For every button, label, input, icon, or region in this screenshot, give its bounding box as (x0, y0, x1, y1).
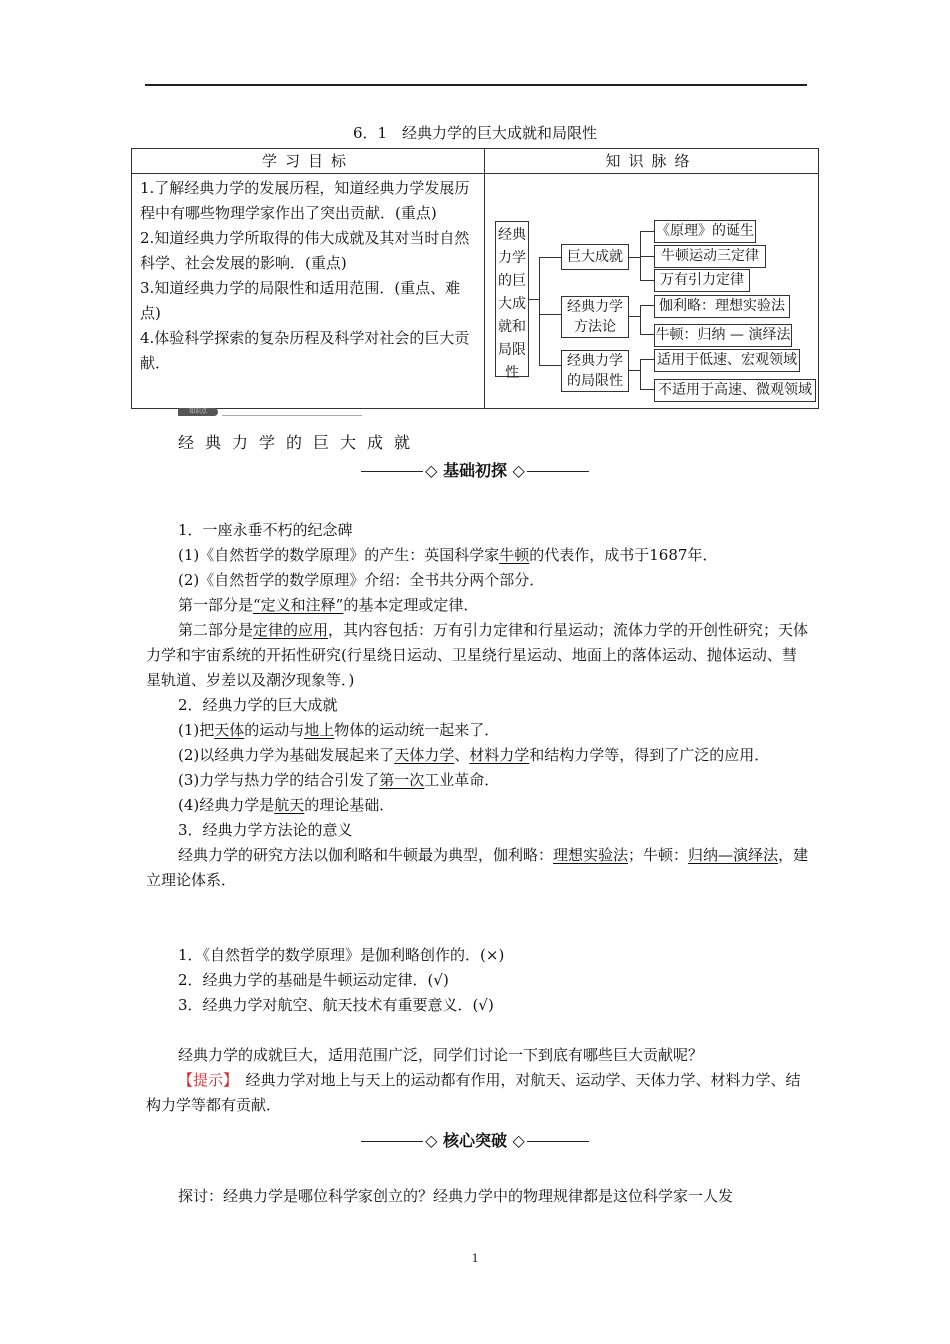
content-line: (1)把天体的运动与地上物体的运动统一起来了． (178, 721, 500, 739)
content-line: (1)《自然哲学的数学原理》的产生：英国科学家牛顿的代表作，成书于1687年． (178, 546, 718, 564)
judgement-item: 2．经典力学的基础是牛顿运动定律．(√) (178, 971, 449, 989)
map-leaf: 适用于低速、宏观领域 (654, 349, 800, 372)
hint-label: 【提示】 (178, 1071, 231, 1089)
header-rule (145, 84, 807, 86)
banner-core: ◇ 核心突破 ◇ (0, 1128, 950, 1151)
map-branch-methodology: 经典力学方法论 (561, 296, 629, 338)
judgement-list (146, 943, 810, 1018)
content-line: 2．经典力学的巨大成就 (178, 696, 338, 714)
goal-item: 4.体验科学探索的复杂历程及科学对社会的巨大贡献． (140, 329, 470, 372)
section-title: 经典力学的巨大成就 (178, 433, 422, 452)
judgement-item: 3．经典力学对航空、航天技术有重要意义．(√) (178, 996, 494, 1014)
goal-item: 2.知道经典力学所取得的伟大成就及其对当时自然科学、社会发展的影响．(重点) (140, 229, 470, 272)
explore-text: 探讨：经典力学是哪位科学家创立的？经典力学中的物理规律都是这位科学家一人发 (178, 1187, 734, 1205)
knowledge-point-tag: 知识点 (178, 407, 364, 417)
content-line: (4)经典力学是航天的理论基础． (178, 796, 395, 814)
content-line: 第一部分是“定义和注释”的基本定理或定律． (178, 596, 479, 614)
map-leaf: 伽利略：理想实验法 (654, 295, 790, 318)
goal-item: 1.了解经典力学的发展历程，知道经典力学发展历程中有哪些物理学家作出了突出贡献．(重点) (140, 179, 470, 222)
content-line: 1．一座永垂不朽的纪念碑 (178, 521, 353, 539)
content-line: 3．经典力学方法论的意义 (178, 821, 353, 839)
map-branch-limitations: 经典力学的局限性 (561, 350, 629, 392)
content-line: (2)以经典力学为基础发展起来了天体力学、材料力学和结构力学等，得到了广泛的应用． (178, 746, 770, 764)
map-leaf: 万有引力定律 (654, 269, 750, 292)
map-leaf: 《原理》的诞生 (654, 220, 756, 243)
page-title: 6．1 经典力学的巨大成就和局限性 (352, 124, 598, 142)
goals-header: 学习目标 (132, 149, 485, 174)
discussion-block (146, 1043, 810, 1118)
content-line: (2)《自然哲学的数学原理》介绍：全书共分两个部分． (178, 571, 545, 589)
knowledge-map (485, 174, 819, 409)
map-root: 经典力学的巨大成就和局限性 (495, 221, 529, 377)
hint-paragraph: 【提示】 经典力学对地上与天上的运动都有作用，对航天、运动学、天体力学、材料力学、结构力学等都有贡献． (146, 1071, 801, 1114)
content-line: (3)力学与热力学的结合引发了第一次工业革命． (178, 771, 500, 789)
knowledge-map-header: 知识脉络 (485, 149, 819, 174)
banner-basics: ◇ 基础初探 ◇ (0, 458, 950, 481)
map-leaf: 牛顿：归纳 — 演绎法 (654, 324, 792, 347)
map-branch-achievements: 巨大成就 (561, 244, 629, 270)
judgement-item: 1．《自然哲学的数学原理》是伽利略创作的．(×) (178, 946, 505, 964)
discussion-question: 经典力学的成就巨大，适用范围广泛，同学们讨论一下到底有哪些巨大贡献呢？ (178, 1046, 704, 1064)
goals-list (132, 174, 485, 409)
content-basics (146, 518, 810, 893)
map-leaf: 不适用于高速、微观领域 (654, 379, 816, 402)
map-leaf: 牛顿运动三定律 (654, 245, 766, 268)
objectives-table (131, 148, 819, 409)
page-number: 1 (471, 1250, 479, 1265)
goal-item: 3.知道经典力学的局限性和适用范围．(重点、难点) (140, 279, 461, 322)
content-line: 第二部分是定律的应用，其内容包括：万有引力定律和行星运动；流体力学的开创性研究；天体力学和宇宙系统的开拓性研究(行星绕日运动、卫星绕行星运动、地面上的落体运动、抛体运动、彗星轨道、岁差以及潮汐现象等．) (146, 621, 809, 689)
content-line: 经典力学的研究方法以伽利略和牛顿最为典型，伽利略：理想实验法；牛顿：归纳—演绎法，建立理论体系． (146, 846, 809, 889)
